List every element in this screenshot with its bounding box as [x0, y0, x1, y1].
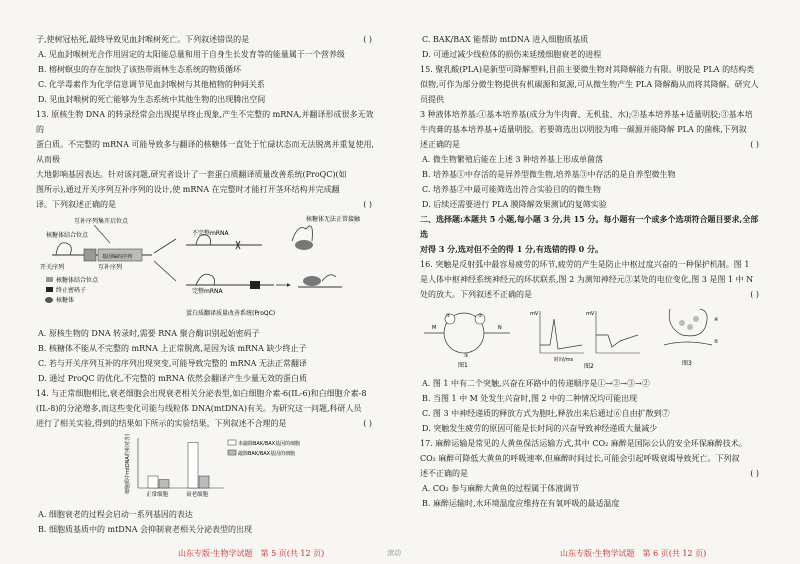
- proqc-diagram: [36, 215, 366, 319]
- svg-text:⑤: ⑤: [714, 339, 719, 345]
- section2-heading-cont: 对得 3 分,选对但不全的得 1 分,有选错的得 0 分。: [420, 244, 603, 254]
- q14-option-a: A. 细胞衰老的过程会启动一系列基因的表达: [38, 510, 193, 519]
- q12-tail: 子,使树冠枯死,最终导致见血封喉树死亡。下列叙述错误的是 ( ): [36, 32, 378, 47]
- neuron-diagram: [420, 305, 760, 369]
- q16-option-a: A. 图 1 中有二个突触,兴奋在环路中的传递顺序是①→②→③→②: [422, 379, 650, 388]
- fig-label-gene: 基因编码序列: [102, 254, 133, 260]
- q12-option-b: B. 榕树螟虫的存在加快了该热带雨林生态系统的物质循环: [38, 65, 241, 74]
- legend-ribosome: 核糖体: [56, 297, 75, 304]
- q13-option-b: B. 核糖体不能从不完整的 mRNA 上正常脱离,是因为该 mRNA 缺少终止子: [38, 344, 307, 353]
- q14-option-d: D. 可通过减少线粒体的损伤来延缓细胞衰老的进程: [422, 50, 602, 59]
- mv-label-1: mV: [530, 311, 539, 317]
- translating-ribosome: [303, 276, 321, 286]
- chart-category-aging: 衰老细胞: [186, 492, 209, 498]
- q15-option-d: D. 后续还需要进行 PLA 膜降解效果测试的复筛实验: [422, 200, 607, 209]
- q13-option-d: D. 通过 ProQC 的优化,不完整的 mRNA 依然会翻译产生少量无效的蛋白质: [38, 374, 308, 383]
- fig2-label: 图2: [584, 363, 594, 369]
- q17-stem-end: 述不正确的是 ( ): [420, 469, 759, 478]
- stem-loop: [56, 243, 71, 255]
- q15-stem-end: 述正确的是 ( ): [420, 140, 759, 149]
- q15-option-a: A. 微生物繁殖后能在上述 3 种培养基上形成单菌落: [422, 155, 604, 164]
- q13-line: 13. 原核生物 DNA 的转录经常会出现提早终止现象,产生不完整的 mRNA,并翻译形成很多无效的: [36, 110, 374, 134]
- q14-line: 14. 与正常细胞相比,衰老细胞会出现衰老相关分泌表型,如白细胞介素-6(IL-6)和白细胞介素-8: [36, 389, 367, 398]
- q13-option-a: A. 原核生物的 DNA 转录时,需要 RNA 聚合酶识别起始密码子: [38, 329, 260, 338]
- q16-line: 16. 突触是反射弧中最容易疲劳的环节,疲劳的产生是防止中枢过度兴奋的一种保护机制。图 1: [420, 260, 750, 269]
- q15-option-b: B. 培养基①中存活的是异养型微生物,培养基③中存活的是自养型微生物: [422, 170, 676, 179]
- q12-option-d: D. 见血封喉树的死亡能够为生态系统中其他生物的出现腾出空间: [38, 95, 266, 104]
- mtdna-bar-chart: [124, 434, 314, 500]
- q15-line: 牛肉膏的基本培养基+适量明胶。若要筛选出以明胶为唯一碳源并能降解 PLA 的菌株,下列叙: [420, 125, 747, 134]
- right-column: [420, 32, 765, 511]
- q15-line: 3 种液体培养基:①基本培养基(成分为牛肉膏、无机盐、水);②基本培养基+适量明胶;③基本培: [420, 110, 753, 119]
- q13-line: 大地影响基因表达。针对该问题,研究者设计了一套蛋白质翻译质量改善系统(ProQC)(如: [36, 170, 347, 179]
- svg-text:④: ④: [714, 317, 719, 323]
- legend-ribosome-swatch: [45, 297, 53, 303]
- q14-option-b: B. 细胞质基质中的 mtDNA 会抑制衰老相关分泌表型的出现: [38, 525, 253, 534]
- answer-paren: ( ): [363, 35, 372, 44]
- q13-line: 图所示),通过开关序列互补序列的设计,使 mRNA 在完整时才能打开茎环结构并完成翻: [36, 185, 340, 194]
- q15-line: 15. 聚乳酸(PLA)是新型可降解塑料,目前主要微生物对其降解能力有限。明胶是 PLA 的结构类: [420, 65, 755, 74]
- mv-label-2: mV: [586, 311, 595, 317]
- svg-text:①: ①: [446, 313, 451, 319]
- q16-option-d: D. 突触发生疲劳的原因可能是长时间的兴奋导致神经递质大量减少: [422, 424, 658, 433]
- fig-label-complete: 完整mRNA: [192, 288, 223, 295]
- bar-1-1: [199, 476, 209, 488]
- q14-stem-end: 进行了相关实验,得到的结果如下所示的实验结果。下列叙述不合理的是 ( ): [36, 419, 372, 428]
- rbs-mark: [84, 249, 96, 261]
- legend-stop-swatch: [46, 287, 53, 292]
- legend-unknocked: 未敲除BAK/BAX基因的细胞: [238, 441, 301, 447]
- q16-stem-end: 处的放大。下列叙述不正确的是 ( ): [420, 290, 759, 299]
- time-label: 时间/ms: [554, 357, 574, 363]
- legend-swatch-unknocked: [228, 440, 236, 445]
- q16-option-c: C. 图 3 中神经递质的释放方式为胞吐,释放出来后通过⑥自由扩散到⑦: [422, 409, 670, 418]
- proqc-figure: [36, 215, 378, 324]
- q13-stem-end: 译。下列叙述正确的是 ( ): [36, 200, 372, 209]
- fig-label-top: 互补序列集开启位点: [74, 218, 129, 225]
- blocked-ribosome: [295, 240, 313, 250]
- legend-rbs: 核糖体结合位点: [56, 277, 99, 284]
- neuron-figures: [420, 305, 765, 374]
- section2-heading: 二、选择题:本题共 5 小题,每小题 3 分,共 15 分。每小题有一个或多个选项符合题目要求,全部选: [420, 214, 759, 239]
- chart-ylabel: 细胞质中mtDNA的相对含量: [125, 434, 131, 494]
- label-n: N: [498, 325, 502, 331]
- q13-option-c: C. 若与开关序列互补的序列出现突变,可能导致完整的 mRNA 无法正常翻译: [38, 359, 307, 368]
- q17-option-a: A. CO₂ 参与麻醉大黄鱼的过程属于体液调节: [422, 484, 580, 493]
- q15-line: 似物,可作为部分微生物提供有机碳源和氮源,可从微生物产生 PLA 降解酶从而将其降解。研究人员提供: [420, 80, 759, 104]
- footer-page-6: 山东专版·生物学试题 第 6 页(共 12 页): [560, 549, 707, 558]
- bar-1-0: [188, 442, 198, 488]
- q14-option-c: C. BAK/BAX 能帮助 mtDNA 进入细胞质基质: [422, 35, 589, 44]
- q12-option-a: A. 见血封喉树光合作用固定的太阳能总量和用于自身生长发育等的能量属于一个营养级: [38, 50, 345, 59]
- q17-option-b: B. 麻醉运输时,水环境温度应维持在有氧呼吸的最适温度: [422, 499, 620, 508]
- chart-category-normal: 正常细胞: [146, 492, 169, 498]
- fig-label-comp: 互补序列: [98, 264, 123, 271]
- svg-text:③: ③: [464, 353, 469, 359]
- fig-label-rbs: 核糖体结合位点: [46, 232, 89, 239]
- q17-line: CO₂ 麻醉可降低大黄鱼的呼吸速率,但麻醉时间过长,可能会引起呼吸衰竭导致死亡。下列叙: [420, 454, 740, 463]
- q16-option-b: B. 当图 1 中 M 处发生兴奋时,图 2 中的二种情况均可能出现: [422, 394, 638, 403]
- mtdna-chart: [124, 434, 378, 505]
- fig-label-incomplete: 不完整mRNA: [192, 230, 229, 237]
- svg-text:②: ②: [478, 313, 483, 319]
- center-watermark: 滚动: [387, 549, 401, 557]
- label-m: M: [432, 325, 437, 331]
- legend-swatch-knocked: [228, 450, 236, 455]
- fig3-label: 图3: [682, 360, 692, 367]
- q15-option-c: C. 培养基②中最可能筛选出符合实验目的的微生物: [422, 185, 601, 194]
- q12-option-c: C. 化学毒素作为化学信息调节见血封喉树与其他植物的种间关系: [38, 80, 265, 89]
- fig1-label: 图1: [458, 362, 468, 369]
- fig-label-noribo: 核糖体无法正常接触: [306, 216, 361, 223]
- fig-label-switch: 开关序列: [40, 264, 65, 271]
- bar-0-1: [159, 480, 169, 488]
- bar-0-0: [148, 476, 158, 488]
- q13-line: 蛋白质。不完整的 mRNA 可能导致多与翻译的核糖体一直处于忙碌状态而无法脱离并重复使用,从而极: [36, 140, 375, 164]
- q14-line: (IL-8)的分泌增多,而这些变化可能与线粒体 DNA(mtDNA)有关。为研究这一问题,科研人员: [36, 404, 362, 413]
- fig-caption: 蛋白质翻译质量改善系统(ProQC): [186, 310, 276, 317]
- legend-rbs-swatch: [46, 277, 53, 282]
- q17-line: 17. 麻醉运输是常见的人黄鱼保活运输方式,其中 CO₂ 麻醉是国际公认的安全环保麻醉技术。: [420, 439, 747, 448]
- footer-page-5: 山东专版·生物学试题 第 5 页(共 12 页): [178, 549, 325, 558]
- q16-line: 是人体中枢神经系统神经元的环状联系,图 2 为测知神经元③某处的电位变化,图 3 是图 1 中 N: [420, 275, 754, 284]
- left-column: [36, 32, 378, 537]
- legend-stop: 终止密码子: [56, 287, 87, 294]
- legend-knocked: 敲除BAK/BAX基因的细胞: [238, 451, 296, 457]
